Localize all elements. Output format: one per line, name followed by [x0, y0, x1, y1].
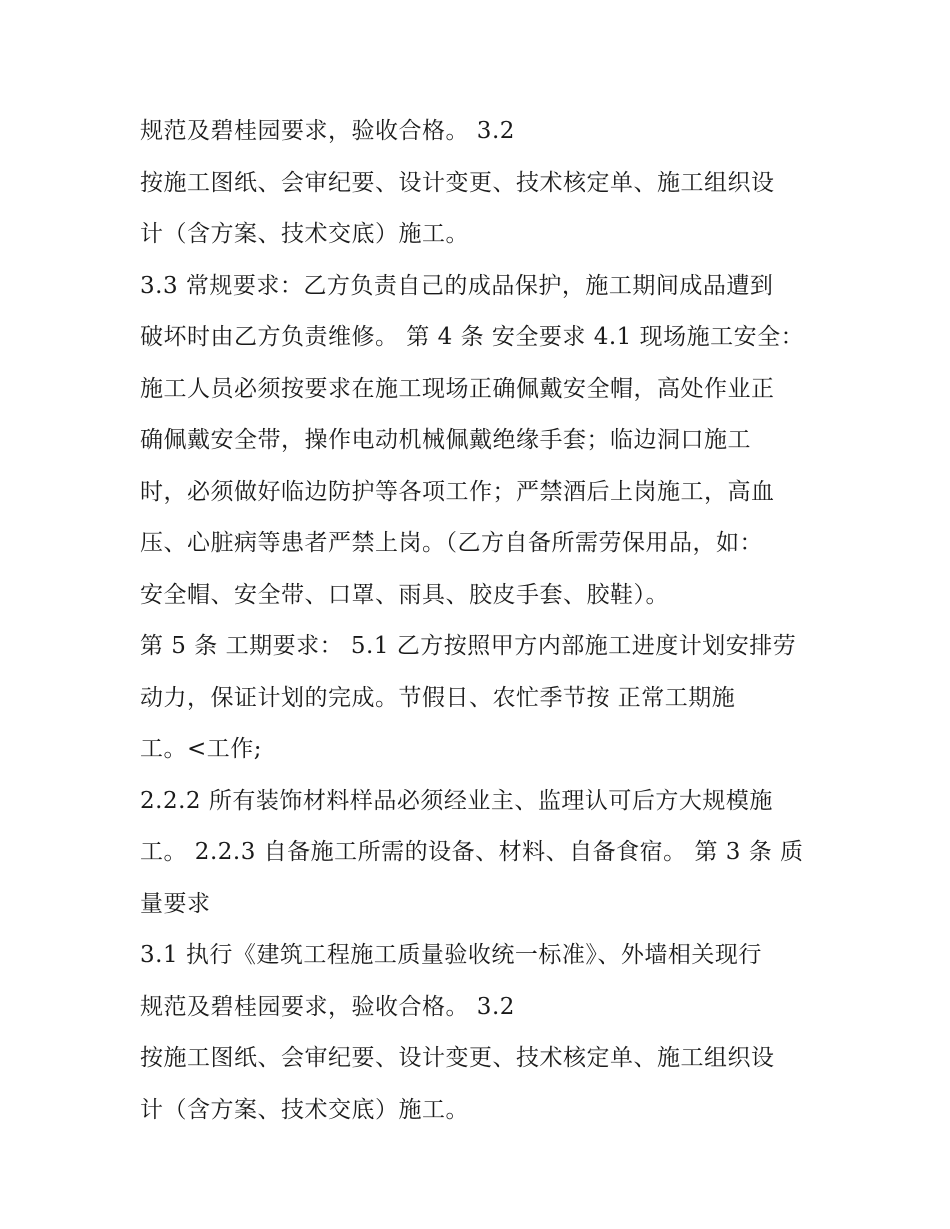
text-line: 工。 2.2.3 自备施工所需的设备、材料、自备食宿。 第 3 条 质 — [140, 839, 804, 865]
text-line: 量要求 — [140, 890, 211, 917]
text-line: 3.3 常规要求：乙方负责自己的成品保护，施工期间成品遭到 — [140, 272, 774, 299]
text-line: 第 5 条 工期要求： 5.1 乙方按照甲方内部施工进度计划安排劳 — [140, 633, 797, 659]
text-line: 压、心脏病等患者严禁上岗。（乙方自备所需劳保用品，如： — [140, 530, 763, 556]
text-line: 安全帽、安全带、口罩、雨具、胶皮手套、胶鞋）。 — [140, 581, 669, 608]
text-line: 时，必须做好临边防护等各项工作；严禁酒后上岗施工，高血 — [140, 478, 775, 505]
text-line: 按施工图纸、会审纪要、设计变更、技术核定单、施工组织设 — [140, 1045, 775, 1071]
text-line: 施工人员必须按要求在施工现场正确佩戴安全帽，高处作业正 — [140, 375, 775, 402]
text-line: 确佩戴安全带，操作电动机械佩戴绝缘手套；临边洞口施工 — [140, 427, 751, 453]
document-body — [140, 106, 830, 1136]
text-line: 动力，保证计划的完成。节假日、农忙季节按 正常工期施 — [140, 684, 736, 711]
text-line: 计（含方案、技术交底）施工。 — [140, 221, 469, 247]
text-line: 规范及碧桂园要求，验收合格。 3.2 — [140, 993, 515, 1020]
text-line: 计（含方案、技术交底）施工。 — [140, 1096, 469, 1123]
text-line: 破坏时由乙方负责维修。 第 4 条 安全要求 4.1 现场施工安全： — [140, 324, 805, 350]
text-line: 2.2.2 所有装饰材料样品必须经业主、监理认可后方大规模施 — [140, 787, 773, 814]
text-line: 工。<工作; — [140, 736, 263, 762]
text-line: 3.1 执行《建筑工程施工质量验收统一标准》、外墙相关现行 — [140, 942, 762, 968]
text-line: 按施工图纸、会审纪要、设计变更、技术核定单、施工组织设 — [140, 169, 775, 196]
text-line: 规范及碧桂园要求，验收合格。 3.2 — [140, 118, 515, 144]
